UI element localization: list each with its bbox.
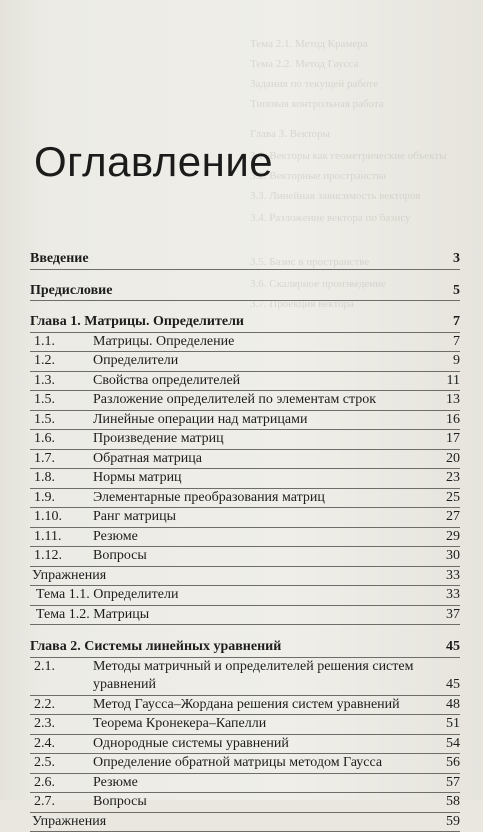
entry-page: 59 xyxy=(446,813,460,832)
section-number: 2.2. xyxy=(34,696,55,715)
toc-entry[interactable] xyxy=(30,793,460,813)
entry-title: Упражнения xyxy=(32,813,106,832)
entry-title: Ранг матрицы xyxy=(93,508,176,527)
toc-entry[interactable] xyxy=(30,658,460,696)
entry-page: 5 xyxy=(453,282,460,301)
entry-title: Метод Гаусса–Жордана решения систем уравнений xyxy=(93,696,400,715)
entry-page: 56 xyxy=(446,754,460,773)
entry-title: Элементарные преобразования матриц xyxy=(93,489,325,508)
toc-entry-preface[interactable] xyxy=(30,282,460,302)
entry-page: 33 xyxy=(446,567,460,586)
section-number: 1.2. xyxy=(34,352,55,371)
entry-page: 33 xyxy=(446,586,460,605)
section-number: 2.3. xyxy=(34,715,55,734)
section-number: 1.8. xyxy=(34,469,55,488)
entry-page: 11 xyxy=(447,372,460,391)
entry-page: 51 xyxy=(446,715,460,734)
entry-title: Предисловие xyxy=(30,282,112,301)
entry-title: Произведение матриц xyxy=(93,430,224,449)
toc-entry[interactable] xyxy=(30,450,460,470)
entry-title: Определители xyxy=(93,352,178,371)
toc-entry[interactable] xyxy=(30,469,460,489)
toc-entry[interactable] xyxy=(30,696,460,716)
toc-entry[interactable] xyxy=(30,508,460,528)
entry-title: Тема 1.2. Матрицы xyxy=(36,606,149,625)
toc-entry[interactable] xyxy=(30,411,460,431)
toc-entry-introduction[interactable] xyxy=(30,250,460,270)
toc-entry-topic[interactable] xyxy=(30,586,460,606)
entry-page: 25 xyxy=(446,489,460,508)
entry-title: Введение xyxy=(30,250,89,269)
section-number: 1.5. xyxy=(34,411,55,430)
section-number: 2.1. xyxy=(34,658,55,677)
entry-page: 30 xyxy=(446,547,460,566)
toc-entry[interactable] xyxy=(30,754,460,774)
toc-entry[interactable] xyxy=(30,333,460,353)
entry-page: 57 xyxy=(446,774,460,793)
entry-page: 45 xyxy=(446,638,460,657)
section-number: 1.6. xyxy=(34,430,55,449)
chapter-title: Глава 1. Матрицы. Определители xyxy=(30,313,244,332)
section-number: 1.3. xyxy=(34,372,55,391)
bleed-through-text: Тема 2.1. Метод Крамера Тема 2.2. Метод Гаусса Задания по текущей работе Типовая контрольная работа Глава 3. Векторы 3.1. Векторы как геометрические объекты 3.2. Векторные пространства 3.3. Линейная зависимость векторов 3.4. Разложение вектора по базису 3.5. Базис в пространстве 3.6. Скалярное произведение 3.7. Проекция вектора xyxy=(0,0,483,800)
section-number: 1.11. xyxy=(34,528,61,547)
toc-entry[interactable] xyxy=(30,547,460,567)
toc-entry-exercises[interactable] xyxy=(30,813,460,832)
section-number: 1.9. xyxy=(34,489,55,508)
section-number: 2.7. xyxy=(34,793,55,812)
toc-entry-exercises[interactable] xyxy=(30,567,460,587)
entry-page: 58 xyxy=(446,793,460,812)
entry-title: Разложение определителей по элементам строк xyxy=(93,391,376,410)
toc-entry[interactable] xyxy=(30,352,460,372)
entry-page: 45 xyxy=(446,676,460,695)
toc-entry[interactable] xyxy=(30,489,460,509)
toc-entry[interactable] xyxy=(30,372,460,392)
section-number: 1.10. xyxy=(34,508,62,527)
section-number: 1.1. xyxy=(34,333,55,352)
section-number: 1.7. xyxy=(34,450,55,469)
table-of-contents xyxy=(30,250,460,832)
section-number: 2.6. xyxy=(34,774,55,793)
entry-page: 9 xyxy=(453,352,460,371)
toc-entry-topic[interactable] xyxy=(30,606,460,626)
entry-title: Упражнения xyxy=(32,567,106,586)
entry-page: 20 xyxy=(446,450,460,469)
entry-title: Линейные операции над матрицами xyxy=(93,411,307,430)
chapter-title: Глава 2. Системы линейных уравнений xyxy=(30,638,281,657)
toc-entry[interactable] xyxy=(30,430,460,450)
entry-page: 27 xyxy=(446,508,460,527)
toc-entry[interactable] xyxy=(30,391,460,411)
toc-entry[interactable] xyxy=(30,774,460,794)
toc-chapter-1[interactable] xyxy=(30,313,460,333)
entry-page: 7 xyxy=(453,313,460,332)
entry-title: Определение обратной матрицы методом Гаусса xyxy=(93,754,382,773)
entry-title: Вопросы xyxy=(93,793,147,812)
entry-page: 29 xyxy=(446,528,460,547)
section-number: 2.5. xyxy=(34,754,55,773)
section-number: 1.5. xyxy=(34,391,55,410)
entry-title: Вопросы xyxy=(93,547,147,566)
entry-page: 13 xyxy=(446,391,460,410)
entry-title: Свойства определителей xyxy=(93,372,240,391)
entry-title: Методы матричный и определителей решения систем уравнений xyxy=(93,658,423,694)
entry-page: 23 xyxy=(446,469,460,488)
section-number: 2.4. xyxy=(34,735,55,754)
entry-title: Резюме xyxy=(93,774,138,793)
entry-title: Обратная матрица xyxy=(93,450,202,469)
entry-page: 3 xyxy=(453,250,460,269)
page-title: Оглавление xyxy=(34,138,273,186)
toc-entry[interactable] xyxy=(30,715,460,735)
toc-chapter-2[interactable] xyxy=(30,638,460,658)
section-number: 1.12. xyxy=(34,547,62,566)
entry-title: Тема 1.1. Определители xyxy=(36,586,178,605)
entry-title: Теорема Кронекера–Капелли xyxy=(93,715,266,734)
entry-title: Резюме xyxy=(93,528,138,547)
toc-entry[interactable] xyxy=(30,735,460,755)
entry-page: 16 xyxy=(446,411,460,430)
entry-title: Нормы матриц xyxy=(93,469,182,488)
entry-page: 37 xyxy=(446,606,460,625)
toc-entry[interactable] xyxy=(30,528,460,548)
entry-title: Однородные системы уравнений xyxy=(93,735,289,754)
entry-page: 17 xyxy=(446,430,460,449)
entry-page: 48 xyxy=(446,696,460,715)
entry-page: 54 xyxy=(446,735,460,754)
entry-page: 7 xyxy=(453,333,460,352)
entry-title: Матрицы. Определение xyxy=(93,333,234,352)
